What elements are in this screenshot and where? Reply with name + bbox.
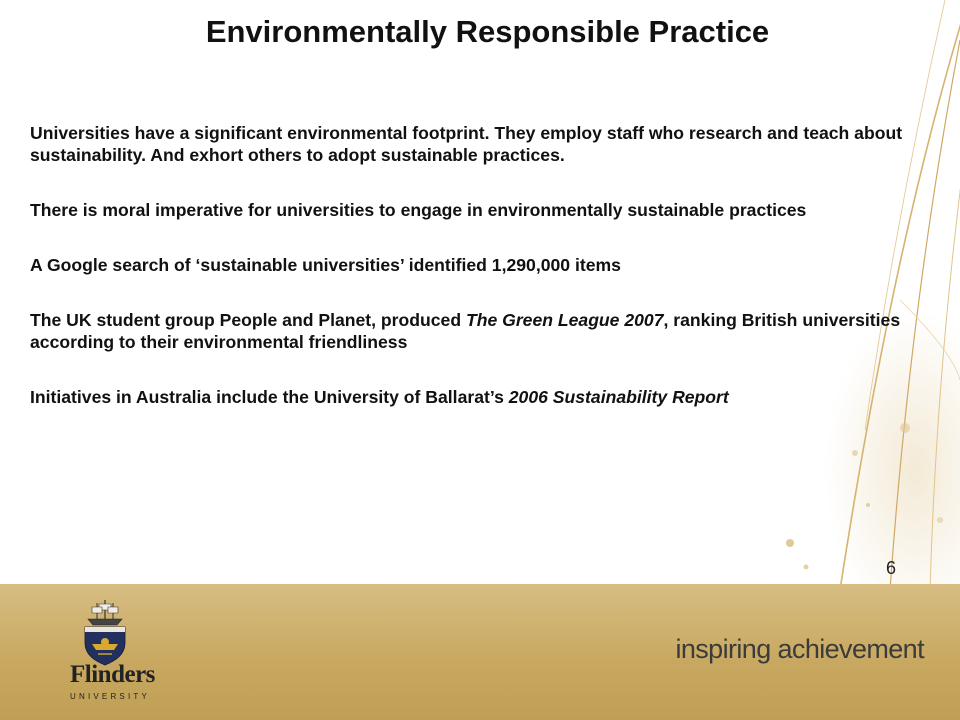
body-paragraph: [30, 386, 920, 408]
body-paragraph: [30, 309, 920, 353]
slide-title: Environmentally Responsible Practice: [205, 14, 770, 49]
body-paragraph: [30, 254, 920, 276]
text-run: There is moral imperative for universities to engage in environmentally sustainable practices: [30, 200, 807, 220]
logo-subtitle: UNIVERSITY: [70, 692, 151, 701]
text-run: The UK student group People and Planet, produced: [30, 310, 466, 330]
flinders-crest-icon: [80, 598, 130, 666]
logo-wordmark: Flinders: [70, 661, 155, 688]
body-paragraph: [30, 122, 920, 166]
body-paragraph: [30, 199, 920, 221]
italic-title-run: The Green League 2007: [465, 310, 664, 330]
text-run: , ranking British universities according to their environmental friendliness: [30, 310, 901, 352]
text-run: Initiatives in Australia include the University of Ballarat’s: [30, 387, 509, 407]
slide-body: [30, 122, 920, 441]
italic-title-run: 2006 Sustainability Report: [508, 387, 729, 407]
tagline: inspiring achievement: [675, 634, 924, 664]
page-number: 6: [886, 558, 897, 578]
text-run: A Google search of ‘sustainable universities’ identified 1,290,000 items: [30, 255, 621, 275]
text-run: Universities have a significant environmental footprint. They employ staff who research and teach about sustainability. And exhort others to adopt sustainable practices.: [30, 123, 903, 165]
university-logo: [70, 598, 155, 710]
footer-band: [0, 584, 960, 720]
